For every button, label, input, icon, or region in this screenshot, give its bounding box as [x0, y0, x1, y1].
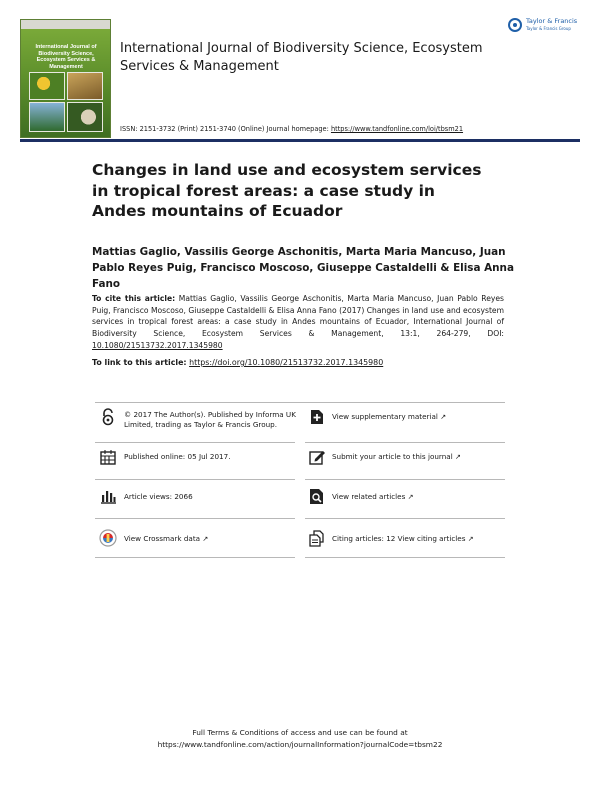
terms-footer-line1: Full Terms & Conditions of access and use can be found at	[192, 728, 408, 737]
article-views-icon	[99, 487, 117, 505]
supplementary-material-label: View supplementary material	[332, 412, 438, 421]
header-divider	[20, 139, 580, 142]
cover-top-band	[21, 20, 110, 29]
publisher-name: Taylor & Francis	[526, 17, 578, 25]
crossmark-label: View Crossmark data	[124, 534, 201, 543]
calendar-icon	[99, 448, 117, 466]
metrics-divider	[95, 479, 295, 480]
citation-doi-link[interactable]: 10.1080/21513732.2017.1345980	[92, 340, 223, 350]
terms-footer-url[interactable]: https://www.tandfonline.com/action/journalInformation?journalCode=tbsm22	[157, 739, 443, 749]
metrics-divider	[305, 557, 505, 558]
metrics-divider	[305, 518, 505, 519]
taylor-francis-logo-icon	[508, 18, 522, 32]
submit-article-label: Submit your article to this journal	[332, 452, 453, 461]
submit-article-icon	[308, 448, 326, 466]
cover-title-line: Ecosystem Services & Management	[36, 57, 96, 70]
journal-title: International Journal of Biodiversity Science, Ecosystem Services & Management	[120, 41, 483, 74]
metrics-divider	[305, 442, 505, 443]
publisher-tagline: Taylor & Francis Group	[526, 26, 571, 31]
citation-block	[92, 293, 504, 352]
related-articles-icon	[308, 487, 326, 505]
cover-photo	[67, 102, 103, 132]
journal-cover-image	[20, 19, 111, 138]
article-views-count: Article views: 2066	[124, 492, 193, 501]
citing-articles-label: Citing articles: 12 View citing articles	[332, 534, 466, 543]
terms-footer	[100, 727, 500, 750]
journal-homepage-link[interactable]: https://www.tandfonline.com/loi/tbsm21	[330, 125, 464, 133]
external-link-icon: ↗	[455, 453, 461, 461]
published-online-date: Published online: 05 Jul 2017.	[124, 452, 231, 461]
crossmark-link[interactable]	[124, 534, 208, 545]
cover-photo	[67, 72, 103, 100]
article-link-label: To link to this article:	[92, 358, 187, 367]
external-link-icon: ↗	[202, 535, 209, 543]
submit-article-link[interactable]	[332, 452, 461, 463]
supplementary-material-icon	[308, 408, 326, 426]
citing-articles-icon	[308, 529, 326, 547]
external-link-icon: ↗	[440, 413, 447, 421]
citing-articles-link[interactable]	[332, 534, 474, 545]
external-link-icon: ↗	[467, 535, 474, 543]
citation-label: To cite this article:	[92, 294, 176, 303]
article-authors: Mattias Gaglio, Vassilis George Aschonitis, Marta Maria Mancuso, Juan Pablo Reyes Puig, Francisco Moscoso, Giuseppe Castaldelli & Elisa Anna Fano	[92, 246, 514, 290]
cover-title	[27, 44, 105, 70]
cover-photo	[29, 102, 65, 132]
publisher-logo[interactable]	[508, 16, 588, 38]
metrics-divider	[305, 479, 505, 480]
article-title: Changes in land use and ecosystem services in tropical forest areas: a case study in Andes mountains of Ecuador	[92, 161, 482, 220]
cover-title-line: International Journal of	[35, 44, 97, 50]
cover-photo	[29, 72, 65, 100]
issn-line	[120, 125, 463, 133]
article-doi-link[interactable]: https://doi.org/10.1080/21513732.2017.1345980	[189, 358, 384, 367]
open-access-notice: © 2017 The Author(s). Published by Informa UK Limited, trading as Taylor & Francis Group.	[124, 410, 296, 429]
open-access-icon	[99, 408, 117, 426]
citation-text: Mattias Gaglio, Vassilis George Aschonitis, Marta Maria Mancuso, Juan Pablo Reyes Puig, Francisco Moscoso, Giuseppe Castaldelli & Elisa Anna Fano (2017) Changes in land use and ecosystem services in tropical forest areas: a case study in Andes mountains of Ecuador, International Journal of Biodiversity Science, Ecosystem Services & Management, 13:1, 264-279, DOI:	[92, 294, 504, 339]
metrics-divider	[95, 557, 295, 558]
related-articles-label: View related articles	[332, 492, 406, 501]
cover-title-line: Biodiversity Science,	[38, 50, 94, 57]
metrics-divider-top	[95, 402, 505, 403]
supplementary-material-link[interactable]	[332, 412, 446, 423]
metrics-divider	[95, 518, 295, 519]
external-link-icon: ↗	[407, 493, 414, 501]
metrics-divider	[95, 442, 295, 443]
related-articles-link[interactable]	[332, 492, 414, 503]
crossmark-icon	[99, 529, 117, 547]
issn-text: ISSN: 2151-3732 (Print) 2151-3740 (Online) Journal homepage:	[120, 125, 329, 133]
article-link-line	[92, 358, 383, 367]
